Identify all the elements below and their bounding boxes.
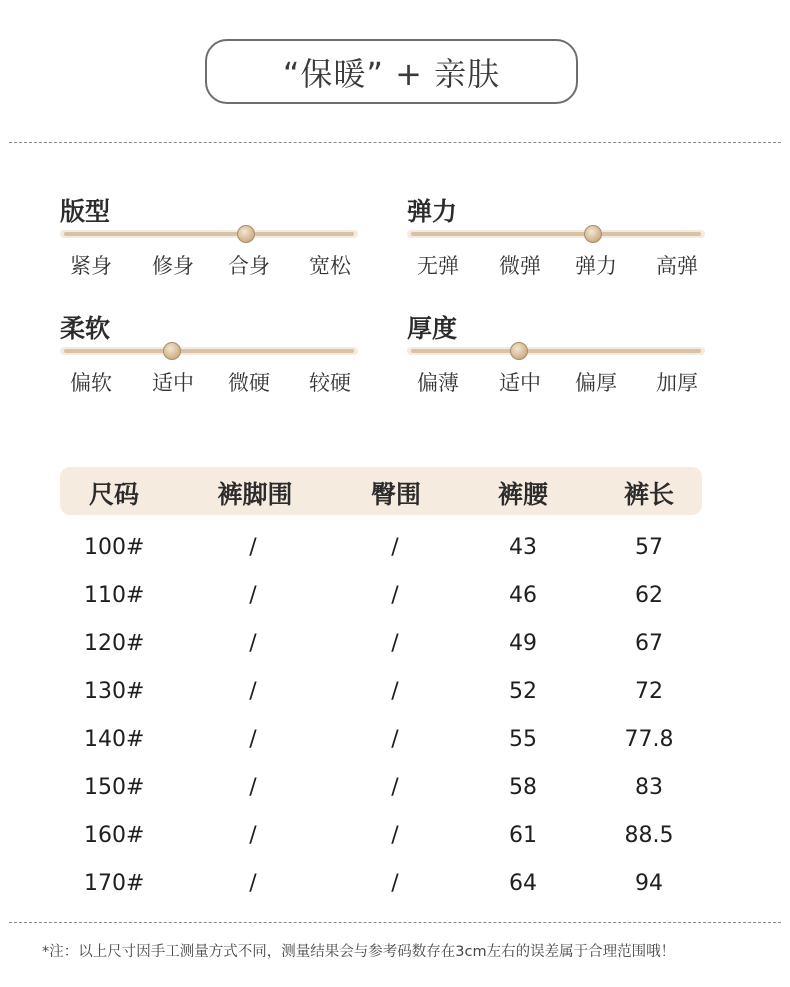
cell-size: 120# [84,631,145,656]
cell-size: 160# [84,823,145,848]
cell-length: 77.8 [624,727,674,752]
cell-length: 67 [635,631,663,656]
cell-waist: 64 [509,871,537,896]
cell-hip: / [391,727,399,752]
cell-hip: / [391,583,399,608]
level-label: 加厚 [656,371,698,395]
level-label: 高弹 [656,254,698,278]
scale-line [64,232,354,236]
cell-leg-opening: / [249,535,257,560]
cell-leg-opening: / [249,679,257,704]
level-label: 偏厚 [575,371,617,395]
attribute-scale [60,230,358,238]
header-length: 裤长 [623,480,675,509]
scale-marker [237,225,255,243]
cell-waist: 49 [509,631,537,656]
cell-leg-opening: / [249,775,257,800]
level-label: 偏薄 [417,371,459,395]
divider-bottom [9,922,781,923]
attribute-scale [407,230,705,238]
cell-hip: / [391,679,399,704]
cell-leg-opening: / [249,871,257,896]
header-hip: 臀围 [370,480,422,509]
table-row [0,583,790,623]
divider-top [9,142,781,143]
cell-size: 170# [84,871,145,896]
cell-size: 140# [84,727,145,752]
cell-leg-opening: / [249,823,257,848]
table-row [0,823,790,863]
attribute-title: 厚度 [407,314,458,343]
scale-line [64,349,354,353]
cell-hip: / [391,823,399,848]
scale-line [411,232,701,236]
cell-size: 100# [84,535,145,560]
cell-length: 94 [635,871,663,896]
measurement-note: *注：以上尺寸因手工测量方式不同，测量结果会与参考码数存在3cm左右的误差属于合理范围哦！ [42,944,676,960]
header-size: 尺码 [88,480,140,509]
attribute-scale [60,347,358,355]
cell-length: 62 [635,583,663,608]
table-row [0,535,790,575]
attribute-title: 版型 [60,197,111,226]
level-label: 无弹 [417,254,459,278]
cell-leg-opening: / [249,583,257,608]
level-label: 微硬 [228,371,270,395]
level-label: 微弹 [499,254,541,278]
level-label: 紧身 [70,254,112,278]
cell-hip: / [391,535,399,560]
cell-leg-opening: / [249,631,257,656]
attribute-title: 弹力 [407,197,458,226]
header-leg-opening: 裤脚围 [217,480,293,509]
cell-waist: 46 [509,583,537,608]
cell-length: 72 [635,679,663,704]
attribute-scale [407,347,705,355]
scale-marker [510,342,528,360]
scale-levels [60,367,360,393]
attribute-title: 柔软 [60,314,111,343]
scale-levels [407,250,707,276]
cell-size: 150# [84,775,145,800]
cell-waist: 55 [509,727,537,752]
table-row [0,679,790,719]
cell-hip: / [391,631,399,656]
size-table-header [60,467,702,515]
cell-size: 110# [84,583,145,608]
cell-leg-opening: / [249,727,257,752]
table-row [0,727,790,767]
level-label: 较硬 [309,371,351,395]
scale-levels [60,250,360,276]
cell-waist: 52 [509,679,537,704]
page-title: “保暖” + 亲肤 [205,39,578,104]
level-label: 偏软 [70,371,112,395]
level-label: 合身 [228,254,270,278]
table-row [0,871,790,911]
level-label: 适中 [499,371,541,395]
cell-length: 57 [635,535,663,560]
scale-marker [163,342,181,360]
cell-waist: 61 [509,823,537,848]
cell-size: 130# [84,679,145,704]
table-row [0,775,790,815]
cell-waist: 43 [509,535,537,560]
cell-waist: 58 [509,775,537,800]
cell-hip: / [391,775,399,800]
cell-hip: / [391,871,399,896]
cell-length: 83 [635,775,663,800]
header-waist: 裤腰 [497,480,549,509]
scale-line [411,349,701,353]
level-label: 修身 [152,254,194,278]
level-label: 弹力 [575,254,617,278]
table-row [0,631,790,671]
scale-marker [584,225,602,243]
level-label: 适中 [152,371,194,395]
cell-length: 88.5 [624,823,674,848]
scale-levels [407,367,707,393]
level-label: 宽松 [309,254,351,278]
